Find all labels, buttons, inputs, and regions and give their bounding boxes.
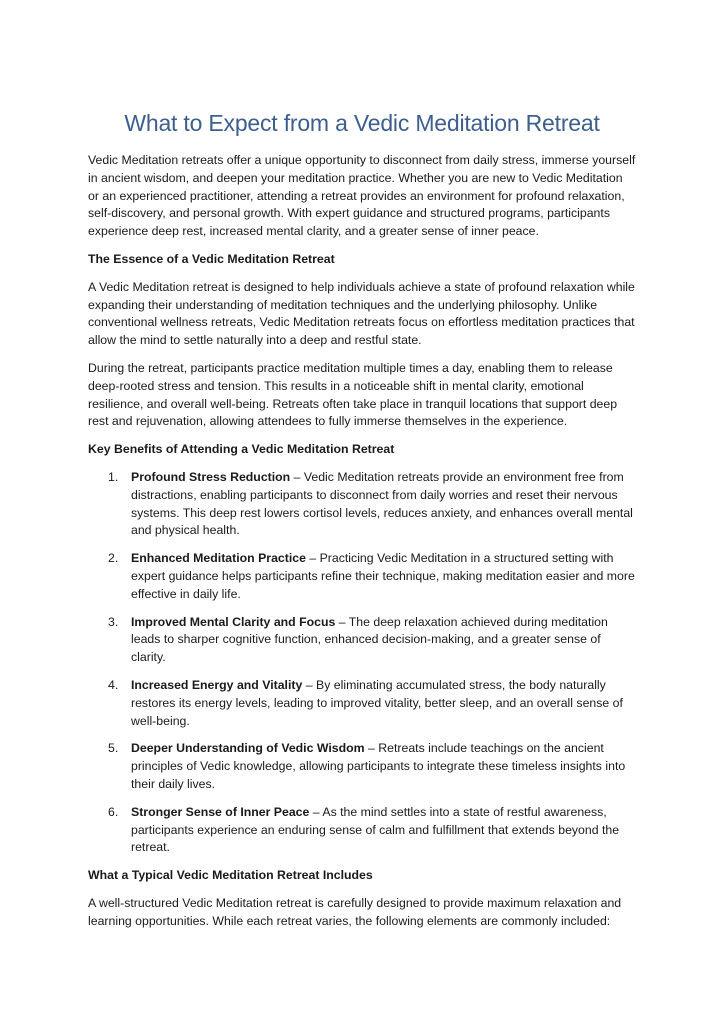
list-item-text: – Retreats include teachings on the ancient principles of Vedic knowledge, allowing participants to integrate these timeless insights into their daily lives.	[131, 741, 626, 791]
list-item-title: Deeper Understanding of Vedic Wisdom	[131, 741, 365, 756]
list-item-title: Profound Stress Reduction	[131, 469, 291, 484]
list-item	[88, 804, 636, 857]
list-item-number: 5.	[108, 741, 119, 756]
benefits-list	[88, 469, 636, 857]
list-item	[88, 614, 636, 667]
list-item-text: – By eliminating accumulated stress, the body naturally restores its energy levels, leading to improved vitality, better sleep, and an overall sense of well-being.	[131, 677, 623, 728]
includes-paragraph: A well-structured Vedic Meditation retreat is carefully designed to provide maximum relaxation and learning opportunities. While each retreat varies, the following elements are commonly included:	[88, 895, 622, 928]
list-item-number: 4.	[108, 677, 119, 692]
section-heading-benefits: Key Benefits of Attending a Vedic Meditation Retreat	[88, 442, 395, 457]
intro-paragraph: Vedic Meditation retreats offer a unique opportunity to disconnect from daily stress, immerse yourself in ancient wisdom, and deepen your meditation practice. Whether you are new to Vedic Meditation or an experienced practitioner, attending a retreat provides an environment for profound relaxation, self-discovery, and personal growth. With expert guidance and structured programs, participants experience deep rest, increased mental clarity, and a greater sense of inner peace.	[88, 153, 636, 239]
section-heading-essence: The Essence of a Vedic Meditation Retreat	[88, 251, 335, 266]
list-item-number: 2.	[108, 551, 119, 566]
section-heading-includes: What a Typical Vedic Meditation Retreat Includes	[88, 868, 373, 883]
list-item-text: – Practicing Vedic Meditation in a structured setting with expert guidance helps participants refine their technique, making meditation easier and more effective in daily life.	[131, 551, 635, 601]
document-page	[88, 108, 636, 940]
list-item-text: – As the mind settles into a state of restful awareness, participants experience an enduring sense of calm and fulfillment that extends beyond the retreat.	[131, 804, 620, 855]
list-item-title: Enhanced Meditation Practice	[131, 551, 306, 566]
list-item-number: 6.	[108, 804, 119, 819]
list-item-text: – Vedic Meditation retreats provide an environment free from distractions, enabling participants to disconnect from daily worries and reset their nervous systems. This deep rest lowers cortisol levels, reduces anxiety, and enhances overall mental and physical health.	[131, 469, 633, 538]
essence-paragraph-2: During the retreat, participants practice meditation multiple times a day, enabling them to release deep-rooted stress and tension. This results in a noticeable shift in mental clarity, emotional resilience, and overall well-being. Retreats often take place in tranquil locations that support deep rest and rejuvenation, allowing attendees to fully immerse themselves in the experience.	[88, 360, 618, 429]
list-item-number: 1.	[108, 469, 119, 484]
list-item-number: 3.	[108, 614, 119, 629]
list-item-text: – The deep relaxation achieved during meditation leads to sharper cognitive function, enhanced decision-making, and a greater sense of clarity.	[131, 614, 608, 665]
list-item-title: Increased Energy and Vitality	[131, 677, 303, 692]
list-item	[88, 740, 636, 793]
list-item-title: Stronger Sense of Inner Peace	[131, 804, 310, 819]
list-item-title: Improved Mental Clarity and Focus	[131, 614, 336, 629]
document-title: What to Expect from a Vedic Meditation Retreat	[124, 110, 600, 136]
list-item	[88, 550, 636, 603]
essence-paragraph-1: A Vedic Meditation retreat is designed to help individuals achieve a state of profound relaxation while expanding their understanding of meditation techniques and the underlying philosophy. Unlike conventional wellness retreats, Vedic Meditation retreats focus on effortless meditation practices that allow the mind to settle naturally into a deep and restful state.	[88, 279, 635, 348]
list-item	[88, 677, 636, 730]
list-item	[88, 469, 636, 540]
